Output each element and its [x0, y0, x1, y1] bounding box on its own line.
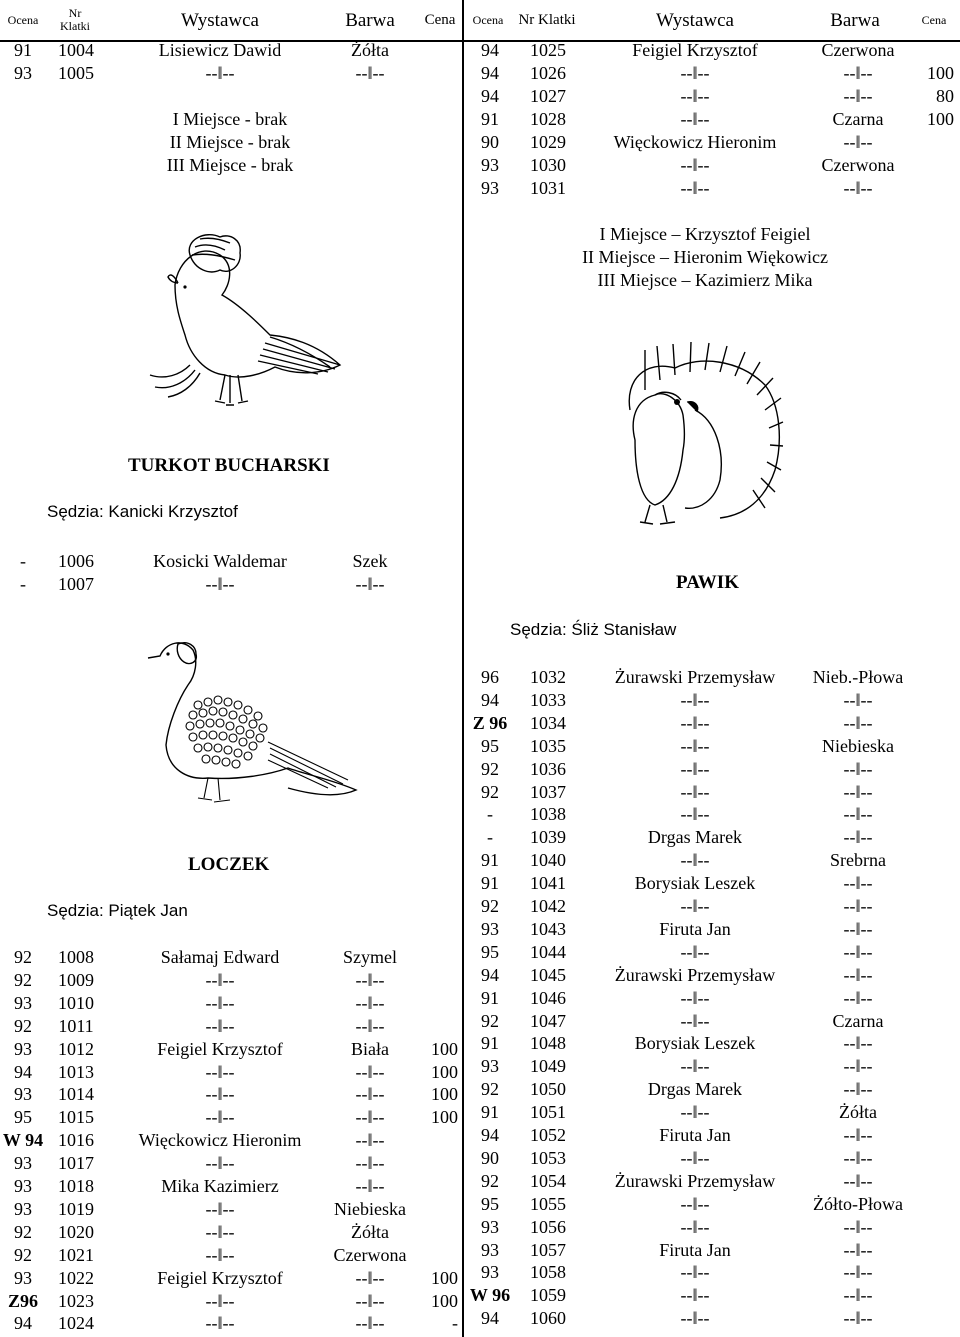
cell-wystawca: Żurawski Przemysław [614, 964, 776, 985]
cell-nr-klatki: 1030 [530, 155, 566, 175]
cell-ocena: - [487, 804, 493, 825]
cell-nr-klatki: 1036 [530, 758, 566, 779]
cell-wystawca: --‖-- [205, 1290, 235, 1311]
cell-barwa: --‖-- [843, 1308, 873, 1329]
table-row [0, 992, 960, 1015]
cell-nr-klatki: 1041 [530, 873, 566, 894]
cell-nr-klatki: 1015 [58, 1107, 94, 1128]
cell-ocena: 94 [14, 1061, 32, 1082]
cell-ocena: 93 [14, 1176, 32, 1196]
cell-barwa: --‖-- [843, 1239, 873, 1260]
table-row [0, 1038, 960, 1061]
cell-ocena: 93 [14, 1153, 32, 1174]
cell-ocena: 93 [481, 1216, 499, 1237]
cell-wystawca: --‖-- [205, 1153, 235, 1174]
pawik-title: PAWIK [676, 572, 739, 593]
cell-barwa: --‖-- [843, 1216, 873, 1237]
cell-nr-klatki: 1027 [530, 86, 566, 106]
cell-barwa: Niebieska [334, 1198, 406, 1219]
cell-barwa: Szymel [343, 947, 397, 967]
right-place-3: III Miejsce – Kazimierz Mika [597, 270, 813, 290]
cell-barwa: --‖-- [843, 758, 873, 779]
table-row [0, 826, 960, 849]
cell-ocena: - [487, 827, 493, 848]
cell-wystawca: Feigiel Krzysztof [632, 40, 758, 60]
cell-ocena: 92 [481, 896, 499, 916]
cell-barwa: --‖-- [355, 63, 385, 83]
cell-wystawca: --‖-- [205, 63, 235, 83]
cell-cena: 100 [927, 109, 954, 129]
table-row [0, 1129, 960, 1152]
cell-barwa: --‖-- [843, 1033, 873, 1054]
cell-wystawca: --‖-- [680, 86, 710, 106]
header-cena-left: Cena [424, 11, 456, 28]
cell-ocena: 91 [481, 873, 499, 894]
cell-wystawca: --‖-- [680, 987, 710, 1008]
left-place-3: III Miejsce - brak [166, 155, 294, 175]
cell-ocena: 92 [14, 947, 32, 967]
cell-wystawca: Więckowicz Hieronim [613, 132, 777, 152]
cell-barwa: Czarna [832, 109, 884, 129]
cell-barwa: --‖-- [843, 896, 873, 916]
table-row [0, 781, 960, 804]
cell-barwa: --‖-- [355, 1061, 385, 1082]
cell-wystawca: Feigiel Krzysztof [157, 1267, 283, 1288]
table-row [0, 1015, 960, 1038]
cell-barwa: --‖-- [843, 132, 873, 152]
cell-barwa: Żółta [351, 40, 389, 60]
cell-nr-klatki: 1014 [58, 1084, 94, 1105]
table-row [0, 1267, 960, 1290]
cell-nr-klatki: 1049 [530, 1056, 566, 1077]
cell-nr-klatki: 1033 [530, 689, 566, 710]
loczek-judge: Sędzia: Piątek Jan [47, 901, 188, 920]
cell-ocena: 93 [14, 1084, 32, 1105]
cell-nr-klatki: 1050 [530, 1079, 566, 1100]
cell-nr-klatki: 1019 [58, 1198, 94, 1219]
cell-barwa: --‖-- [843, 63, 873, 83]
cell-ocena: 93 [14, 992, 32, 1013]
header-ocena-left: Ocena [7, 12, 39, 27]
table-row [0, 712, 960, 735]
cell-ocena: 92 [481, 1170, 499, 1191]
cell-nr-klatki: 1022 [58, 1267, 94, 1288]
cell-ocena: 95 [481, 735, 499, 756]
cell-wystawca: --‖-- [680, 1308, 710, 1329]
header-nr-klatki-right: Nr Klatki [518, 11, 576, 28]
cell-cena: 100 [431, 1267, 458, 1288]
cell-ocena: W 94 [2, 1130, 44, 1151]
cell-ocena: 93 [481, 155, 499, 175]
cell-barwa: --‖-- [843, 712, 873, 733]
cell-nr-klatki: 1053 [530, 1147, 566, 1168]
cell-barwa: --‖-- [355, 1153, 385, 1174]
table-row [0, 177, 960, 200]
cell-wystawca: --‖-- [205, 969, 235, 990]
table-row [0, 1312, 960, 1335]
cell-barwa: --‖-- [843, 1056, 873, 1077]
cell-nr-klatki: 1026 [530, 63, 566, 83]
cell-barwa: Czerwona [821, 40, 895, 60]
cell-nr-klatki: 1052 [530, 1125, 566, 1145]
cell-nr-klatki: 1012 [58, 1038, 94, 1059]
cell-wystawca: --‖-- [205, 1198, 235, 1219]
cell-barwa: Czerwona [333, 1244, 407, 1265]
cell-cena: 100 [431, 1107, 458, 1128]
cell-nr-klatki: 1013 [58, 1061, 94, 1082]
cell-ocena: 93 [14, 1267, 32, 1288]
table-row [0, 62, 960, 85]
cell-nr-klatki: 1021 [58, 1244, 94, 1265]
cell-cena: 100 [927, 63, 954, 83]
pawik-pigeon-illustration [605, 340, 785, 530]
cell-cena: - [452, 1313, 458, 1334]
cell-nr-klatki: 1051 [530, 1102, 566, 1123]
cell-ocena: 94 [481, 1308, 499, 1329]
cell-nr-klatki: 1059 [530, 1285, 566, 1306]
cell-cena: 100 [431, 1061, 458, 1082]
cell-nr-klatki: 1057 [530, 1239, 566, 1260]
cell-barwa: Żółta [351, 1221, 389, 1242]
cell-wystawca: --‖-- [680, 712, 710, 733]
cell-nr-klatki: 1006 [58, 551, 94, 571]
cell-wystawca: --‖-- [205, 992, 235, 1013]
table-row [0, 550, 960, 573]
cell-wystawca: --‖-- [205, 1084, 235, 1105]
table-row [0, 872, 960, 895]
cell-wystawca: Żurawski Przemysław [614, 667, 776, 687]
cell-ocena: 93 [481, 918, 499, 939]
cell-wystawca: --‖-- [680, 1102, 710, 1123]
cell-ocena: - [20, 574, 26, 594]
header-ocena-right: Ocena [472, 12, 504, 27]
cell-wystawca: --‖-- [680, 735, 710, 756]
cell-nr-klatki: 1044 [530, 941, 566, 962]
cell-nr-klatki: 1008 [58, 947, 94, 967]
cell-wystawca: --‖-- [680, 155, 710, 175]
turkot-judge: Sędzia: Kanicki Krzysztof [47, 502, 238, 521]
cell-ocena: 90 [481, 132, 499, 152]
cell-barwa: --‖-- [843, 941, 873, 962]
cell-nr-klatki: 1024 [58, 1313, 94, 1334]
cell-nr-klatki: 1020 [58, 1221, 94, 1242]
cell-wystawca: Borysiak Leszek [634, 1033, 756, 1054]
cell-nr-klatki: 1035 [530, 735, 566, 756]
cell-barwa: --‖-- [843, 964, 873, 985]
left-place-1: I Miejsce - brak [172, 109, 288, 129]
cell-nr-klatki: 1039 [530, 827, 566, 848]
cell-barwa: --‖-- [843, 1125, 873, 1145]
cell-wystawca: --‖-- [205, 1313, 235, 1334]
cell-nr-klatki: 1011 [58, 1015, 94, 1036]
cell-nr-klatki: 1047 [530, 1010, 566, 1031]
cell-wystawca: Mika Kazimierz [161, 1176, 279, 1196]
cell-wystawca: --‖-- [205, 1221, 235, 1242]
cell-barwa: --‖-- [843, 1170, 873, 1191]
cell-nr-klatki: 1007 [58, 574, 94, 594]
cell-barwa: --‖-- [843, 918, 873, 939]
cell-nr-klatki: 1010 [58, 992, 94, 1013]
cell-ocena: W 96 [469, 1285, 511, 1306]
cell-ocena: 92 [481, 1079, 499, 1100]
cell-nr-klatki: 1040 [530, 850, 566, 871]
table-row [0, 758, 960, 781]
cell-wystawca: Firuta Jan [659, 1239, 731, 1260]
cell-ocena: Z96 [7, 1290, 38, 1311]
turkot-title: TURKOT BUCHARSKI [128, 455, 330, 476]
table-row [0, 849, 960, 872]
cell-wystawca: Firuta Jan [659, 918, 731, 939]
cell-ocena: 92 [14, 1244, 32, 1265]
cell-nr-klatki: 1032 [530, 667, 566, 687]
cell-cena: 100 [431, 1084, 458, 1105]
table-row [0, 803, 960, 826]
cell-ocena: 94 [14, 1313, 32, 1334]
cell-wystawca: Sałamaj Edward [160, 947, 280, 967]
cell-ocena: 93 [481, 1262, 499, 1283]
cell-ocena: 93 [481, 1239, 499, 1260]
cell-ocena: 93 [14, 1038, 32, 1059]
cell-barwa: Srebrna [830, 850, 886, 871]
cell-barwa: --‖-- [355, 1267, 385, 1288]
cell-ocena: 94 [481, 689, 499, 710]
cell-ocena: 94 [481, 40, 499, 60]
table-row [0, 85, 960, 108]
cell-nr-klatki: 1029 [530, 132, 566, 152]
cell-wystawca: Lisiewicz Dawid [158, 40, 282, 60]
cell-cena: 100 [431, 1038, 458, 1059]
cell-barwa: --‖-- [843, 781, 873, 802]
table-row [0, 1198, 960, 1221]
left-place-2: II Miejsce - brak [169, 132, 291, 152]
cell-barwa: --‖-- [355, 1015, 385, 1036]
cell-cena: 100 [431, 1290, 458, 1311]
cell-ocena: 92 [481, 781, 499, 802]
cell-nr-klatki: 1046 [530, 987, 566, 1008]
cell-barwa: --‖-- [355, 574, 385, 594]
cell-ocena: 90 [481, 1147, 499, 1168]
cell-wystawca: --‖-- [680, 109, 710, 129]
table-header [0, 0, 960, 42]
cell-barwa: Czerwona [821, 155, 895, 175]
cell-wystawca: --‖-- [680, 178, 710, 198]
cell-nr-klatki: 1054 [530, 1170, 566, 1191]
cell-barwa: --‖-- [355, 969, 385, 990]
cell-nr-klatki: 1028 [530, 109, 566, 129]
header-cena-right: Cena [921, 12, 947, 27]
cell-barwa: Szek [352, 551, 388, 571]
cell-barwa: --‖-- [843, 1147, 873, 1168]
cell-nr-klatki: 1005 [58, 63, 94, 83]
cell-barwa: --‖-- [843, 1262, 873, 1283]
cell-barwa: --‖-- [843, 178, 873, 198]
cell-barwa: Niebieska [822, 735, 894, 756]
cell-ocena: 94 [481, 63, 499, 83]
cell-ocena: 94 [481, 1125, 499, 1145]
cell-nr-klatki: 1009 [58, 969, 94, 990]
cell-nr-klatki: 1038 [530, 804, 566, 825]
cell-wystawca: --‖-- [680, 1193, 710, 1214]
cell-wystawca: --‖-- [205, 1107, 235, 1128]
cell-nr-klatki: 1048 [530, 1033, 566, 1054]
table-row [0, 1290, 960, 1313]
cell-barwa: --‖-- [843, 86, 873, 106]
cell-barwa: Żółta [839, 1102, 877, 1123]
cell-wystawca: --‖-- [680, 63, 710, 83]
cell-wystawca: Kosicki Waldemar [153, 551, 287, 571]
cell-wystawca: --‖-- [680, 1285, 710, 1306]
cell-barwa: --‖-- [355, 1130, 385, 1151]
cell-barwa: --‖-- [843, 1079, 873, 1100]
cell-wystawca: --‖-- [680, 1056, 710, 1077]
cell-ocena: 95 [14, 1107, 32, 1128]
cell-nr-klatki: 1016 [58, 1130, 94, 1151]
header-wystawca-left: Wystawca [181, 9, 259, 31]
cell-wystawca: --‖-- [680, 941, 710, 962]
cell-barwa: --‖-- [843, 873, 873, 894]
cell-nr-klatki: 1018 [58, 1176, 94, 1196]
cell-ocena: 95 [481, 1193, 499, 1214]
table-row [0, 946, 960, 969]
cell-nr-klatki: 1017 [58, 1153, 94, 1174]
cell-wystawca: --‖-- [680, 689, 710, 710]
cell-barwa: --‖-- [843, 827, 873, 848]
cell-barwa: --‖-- [843, 1285, 873, 1306]
table-row [0, 689, 960, 712]
cell-barwa: Czarna [832, 1010, 884, 1031]
cell-barwa: --‖-- [355, 1176, 385, 1196]
loczek-title: LOCZEK [188, 854, 270, 875]
cell-wystawca: Borysiak Leszek [634, 873, 756, 894]
cell-barwa: --‖-- [355, 992, 385, 1013]
cell-wystawca: Więckowicz Hieronim [138, 1130, 302, 1151]
cell-nr-klatki: 1023 [58, 1290, 94, 1311]
cell-wystawca: --‖-- [680, 781, 710, 802]
cell-barwa: --‖-- [355, 1313, 385, 1334]
table-row [0, 39, 960, 62]
cell-ocena: 92 [481, 758, 499, 779]
cell-nr-klatki: 1045 [530, 964, 566, 985]
table-row [0, 1152, 960, 1175]
cell-barwa: --‖-- [843, 689, 873, 710]
table-row [0, 1083, 960, 1106]
cell-wystawca: --‖-- [680, 1147, 710, 1168]
cell-ocena: 94 [481, 964, 499, 985]
cell-wystawca: --‖-- [205, 574, 235, 594]
header-barwa-right: Barwa [830, 9, 880, 31]
cell-wystawca: --‖-- [680, 850, 710, 871]
header-nr-klatki-left: Nr Klatki [60, 6, 90, 33]
cell-barwa: --‖-- [355, 1107, 385, 1128]
cell-wystawca: --‖-- [680, 804, 710, 825]
cell-ocena: 94 [481, 86, 499, 106]
cell-ocena: 93 [14, 63, 32, 83]
cell-ocena: 92 [481, 1010, 499, 1031]
table-row [0, 131, 960, 154]
turkot-pigeon-illustration [130, 225, 350, 410]
cell-ocena: 95 [481, 941, 499, 962]
cell-nr-klatki: 1031 [530, 178, 566, 198]
cell-ocena: 91 [481, 987, 499, 1008]
cell-nr-klatki: 1058 [530, 1262, 566, 1283]
cell-wystawca: --‖-- [680, 896, 710, 916]
cell-wystawca: --‖-- [205, 1015, 235, 1036]
cell-ocena: 91 [14, 40, 32, 60]
header-barwa-left: Barwa [345, 9, 395, 31]
table-row [0, 1244, 960, 1267]
cell-wystawca: Drgas Marek [647, 827, 743, 848]
cell-wystawca: Żurawski Przemysław [614, 1170, 776, 1191]
cell-wystawca: --‖-- [680, 1216, 710, 1237]
cell-ocena: 91 [481, 850, 499, 871]
table-row [0, 154, 960, 177]
right-place-2: II Miejsce – Hieronim Więkowicz [582, 247, 828, 267]
table-row [0, 735, 960, 758]
cell-ocena: 92 [14, 1221, 32, 1242]
cell-nr-klatki: 1042 [530, 896, 566, 916]
cell-nr-klatki: 1004 [58, 40, 94, 60]
cell-barwa: --‖-- [843, 804, 873, 825]
cell-ocena: Z 96 [472, 712, 508, 733]
cell-wystawca: Firuta Jan [659, 1125, 731, 1145]
table-row [0, 1106, 960, 1129]
pawik-judge: Sędzia: Śliż Stanisław [510, 620, 677, 639]
cell-wystawca: --‖-- [680, 1010, 710, 1031]
cell-nr-klatki: 1037 [530, 781, 566, 802]
cell-ocena: 91 [481, 1102, 499, 1123]
cell-nr-klatki: 1043 [530, 918, 566, 939]
table-row [0, 1175, 960, 1198]
cell-barwa: Nieb.-Płowa [812, 667, 904, 687]
cell-ocena: 91 [481, 1033, 499, 1054]
table-row [0, 666, 960, 689]
cell-nr-klatki: 1034 [530, 712, 566, 733]
cell-barwa: --‖-- [843, 987, 873, 1008]
cell-ocena: 93 [481, 1056, 499, 1077]
table-row [0, 1061, 960, 1084]
cell-wystawca: Feigiel Krzysztof [157, 1038, 283, 1059]
cell-nr-klatki: 1025 [530, 40, 566, 60]
cell-ocena: - [20, 551, 26, 571]
cell-ocena: 93 [14, 1198, 32, 1219]
cell-barwa: --‖-- [355, 1290, 385, 1311]
cell-wystawca: --‖-- [680, 758, 710, 779]
cell-wystawca: Drgas Marek [647, 1079, 743, 1100]
cell-wystawca: --‖-- [205, 1244, 235, 1265]
cell-ocena: 92 [14, 1015, 32, 1036]
header-wystawca-right: Wystawca [656, 9, 734, 31]
cell-ocena: 92 [14, 969, 32, 990]
cell-ocena: 93 [481, 178, 499, 198]
right-place-1: I Miejsce – Krzysztof Feigiel [599, 224, 811, 244]
cell-nr-klatki: 1060 [530, 1308, 566, 1329]
cell-barwa: --‖-- [355, 1084, 385, 1105]
table-row [0, 573, 960, 596]
cell-wystawca: --‖-- [680, 1262, 710, 1283]
cell-barwa: Biała [351, 1038, 389, 1059]
cell-nr-klatki: 1055 [530, 1193, 566, 1214]
table-row [0, 108, 960, 131]
cell-nr-klatki: 1056 [530, 1216, 566, 1237]
cell-cena: 80 [936, 86, 954, 106]
table-row [0, 1221, 960, 1244]
cell-ocena: 91 [481, 109, 499, 129]
cell-barwa: Żółto-Płowa [813, 1193, 903, 1214]
table-row [0, 969, 960, 992]
cell-ocena: 96 [481, 667, 499, 687]
cell-wystawca: --‖-- [205, 1061, 235, 1082]
